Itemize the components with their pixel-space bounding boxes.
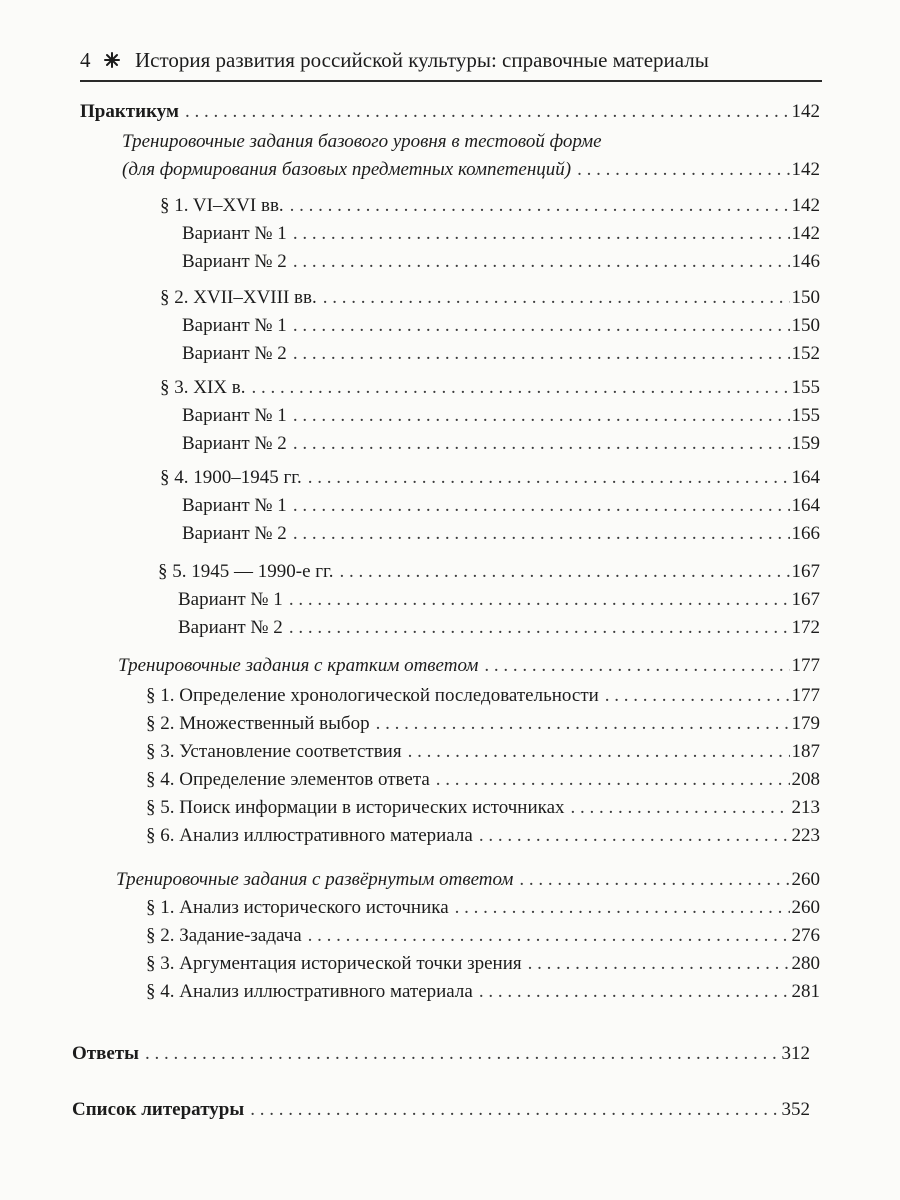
leader-dots: [571, 794, 790, 822]
toc-entry-variant: [182, 520, 820, 548]
toc-entry-page: 187: [791, 741, 820, 762]
toc-entry-label: § 3. Установление соответствия: [146, 741, 402, 762]
leader-dots: [293, 248, 790, 276]
toc-entry-label: § 3. XIX в.: [160, 377, 246, 398]
toc-entry-extended-answer: [116, 866, 820, 894]
toc-entry-page: 352: [781, 1099, 810, 1120]
toc-entry-section: [160, 284, 820, 312]
toc-entry-page: 223: [791, 825, 820, 846]
toc-entry-page: 150: [791, 315, 820, 336]
toc-entry-label: § 5. 1945 — 1990-е гг.: [158, 561, 334, 582]
toc-entry-label: Вариант № 2: [182, 523, 287, 544]
toc-entry-page: 146: [791, 251, 820, 272]
toc-entry-basic: [122, 156, 820, 184]
toc-entry-page: 177: [791, 655, 820, 676]
toc-entry-label: Вариант № 1: [178, 589, 283, 610]
page-number: 4: [80, 48, 91, 72]
toc-entry-label: § 2. Задание-задача: [146, 925, 302, 946]
toc-entry-variant: [182, 492, 820, 520]
toc-entry-page: 260: [791, 897, 820, 918]
toc-entry-label: Вариант № 2: [182, 433, 287, 454]
leader-dots: [252, 374, 790, 402]
leader-dots: [339, 558, 789, 586]
toc-entry-label: § 6. Анализ иллюстративного материала: [146, 825, 473, 846]
toc-entry-item: [146, 978, 820, 1006]
toc-entry-page: 159: [791, 433, 820, 454]
toc-entry-page: 166: [791, 523, 820, 544]
leader-dots: [577, 156, 789, 184]
toc-entry-page: 142: [791, 101, 820, 122]
leader-dots: [293, 520, 790, 548]
leader-dots: [455, 894, 790, 922]
leader-dots: [293, 220, 790, 248]
leader-dots: [290, 192, 790, 220]
toc-entry-page: 150: [791, 287, 820, 308]
leader-dots: [605, 682, 790, 710]
toc-entry-label: § 2. Множественный выбор: [146, 713, 370, 734]
leader-dots: [293, 492, 790, 520]
leader-dots: [293, 430, 790, 458]
leader-dots: [308, 922, 790, 950]
toc-entry-literature: [72, 1096, 810, 1124]
toc-entry-page: 155: [791, 405, 820, 426]
leader-dots: [323, 284, 790, 312]
toc-entry-variant: [178, 586, 820, 614]
leader-dots: [145, 1040, 780, 1068]
toc-entry-section: [160, 192, 820, 220]
leader-dots: [293, 312, 790, 340]
toc-entry-label: Вариант № 2: [178, 617, 283, 638]
toc-entry-answers: [72, 1040, 810, 1068]
leader-dots: [528, 950, 790, 978]
toc-entry-item: [146, 766, 820, 794]
leader-dots: [479, 978, 790, 1006]
toc-entry-item: [146, 710, 820, 738]
leader-dots: [289, 586, 790, 614]
leader-dots: [185, 98, 790, 126]
toc-entry-page: 177: [791, 685, 820, 706]
toc-entry-variant: [182, 402, 820, 430]
toc-entry-label: § 1. Определение хронологической последовательности: [146, 685, 599, 706]
header-title: История развития российской культуры: справочные материалы: [135, 48, 709, 72]
toc-entry-page: 280: [791, 953, 820, 974]
toc-entry-label: Вариант № 2: [182, 251, 287, 272]
leader-dots: [293, 340, 790, 368]
toc-entry-label: Вариант № 1: [182, 315, 287, 336]
toc-entry-label: § 1. Анализ исторического источника: [146, 897, 449, 918]
toc-entry-page: 172: [791, 617, 820, 638]
leader-dots: [250, 1096, 779, 1124]
toc-entry-page: 276: [791, 925, 820, 946]
toc-entry-item: [146, 822, 820, 850]
toc-entry-label: § 2. XVII–XVIII вв.: [160, 287, 317, 308]
toc-entry-short-answer: [118, 652, 820, 680]
toc-entry-variant: [182, 220, 820, 248]
toc-entry-variant: [178, 614, 820, 642]
toc-entry-page: 312: [781, 1043, 810, 1064]
toc-basic-line1: Тренировочные задания базового уровня в тестовой форме: [122, 131, 602, 152]
toc-entry-label: § 4. 1900–1945 гг.: [160, 467, 302, 488]
toc-entry-page: 281: [791, 981, 820, 1002]
toc-entry-item: [146, 950, 820, 978]
toc-entry-page: 142: [791, 195, 820, 216]
leader-dots: [376, 710, 790, 738]
toc-entry-page: 167: [791, 589, 820, 610]
toc-entry-label: Список литературы: [72, 1099, 245, 1120]
toc-entry-variant: [182, 340, 820, 368]
toc-entry-section: [158, 558, 820, 586]
leader-dots: [293, 402, 790, 430]
toc-entry-label: § 1. VI–XVI вв.: [160, 195, 284, 216]
leader-dots: [308, 464, 790, 492]
leader-dots: [479, 822, 790, 850]
toc-entry-label: § 3. Аргументация исторической точки зрения: [146, 953, 522, 974]
toc-entry-item: [146, 682, 820, 710]
toc-entry-label: (для формирования базовых предметных компетенций): [122, 159, 572, 180]
toc-entry-label: Вариант № 1: [182, 495, 287, 516]
toc-entry-page: 164: [791, 467, 820, 488]
toc-entry-label: Вариант № 1: [182, 223, 287, 244]
toc-entry-label: Практикум: [80, 101, 179, 122]
toc-entry-page: 179: [791, 713, 820, 734]
toc-entry-page: 142: [791, 159, 820, 180]
leader-dots: [484, 652, 789, 680]
toc-entry-label: Тренировочные задания с кратким ответом: [118, 655, 479, 676]
toc-entry-label: Тренировочные задания с развёрнутым ответом: [116, 869, 514, 890]
toc-entry-section: [160, 464, 820, 492]
toc-entry-label: § 4. Анализ иллюстративного материала: [146, 981, 473, 1002]
leader-dots: [408, 738, 790, 766]
toc-entry-label: Вариант № 1: [182, 405, 287, 426]
toc-entry-page: 167: [791, 561, 820, 582]
toc-entry-variant: [182, 248, 820, 276]
toc-entry-label: Ответы: [72, 1043, 139, 1064]
toc-entry-item: [146, 894, 820, 922]
toc-entry-page: 164: [791, 495, 820, 516]
toc-entry-page: 155: [791, 377, 820, 398]
toc-entry-item: [146, 922, 820, 950]
toc-entry-page: 213: [791, 797, 820, 818]
leader-dots: [436, 766, 790, 794]
toc-entry-section: [160, 374, 820, 402]
leader-dots: [289, 614, 790, 642]
leader-dots: [519, 866, 789, 894]
toc-entry-page: 208: [791, 769, 820, 790]
toc-entry-page: 142: [791, 223, 820, 244]
toc-entry-label: § 4. Определение элементов ответа: [146, 769, 430, 790]
toc-entry-page: 152: [791, 343, 820, 364]
toc-entry-page: 260: [791, 869, 820, 890]
toc-entry-label: Вариант № 2: [182, 343, 287, 364]
toc-entry-variant: [182, 430, 820, 458]
toc-entry-variant: [182, 312, 820, 340]
toc-entry-item: [146, 738, 820, 766]
toc-entry-item: [146, 794, 820, 822]
toc-entry-label: § 5. Поиск информации в исторических источниках: [146, 797, 565, 818]
toc-entry-practicum: [80, 98, 820, 126]
